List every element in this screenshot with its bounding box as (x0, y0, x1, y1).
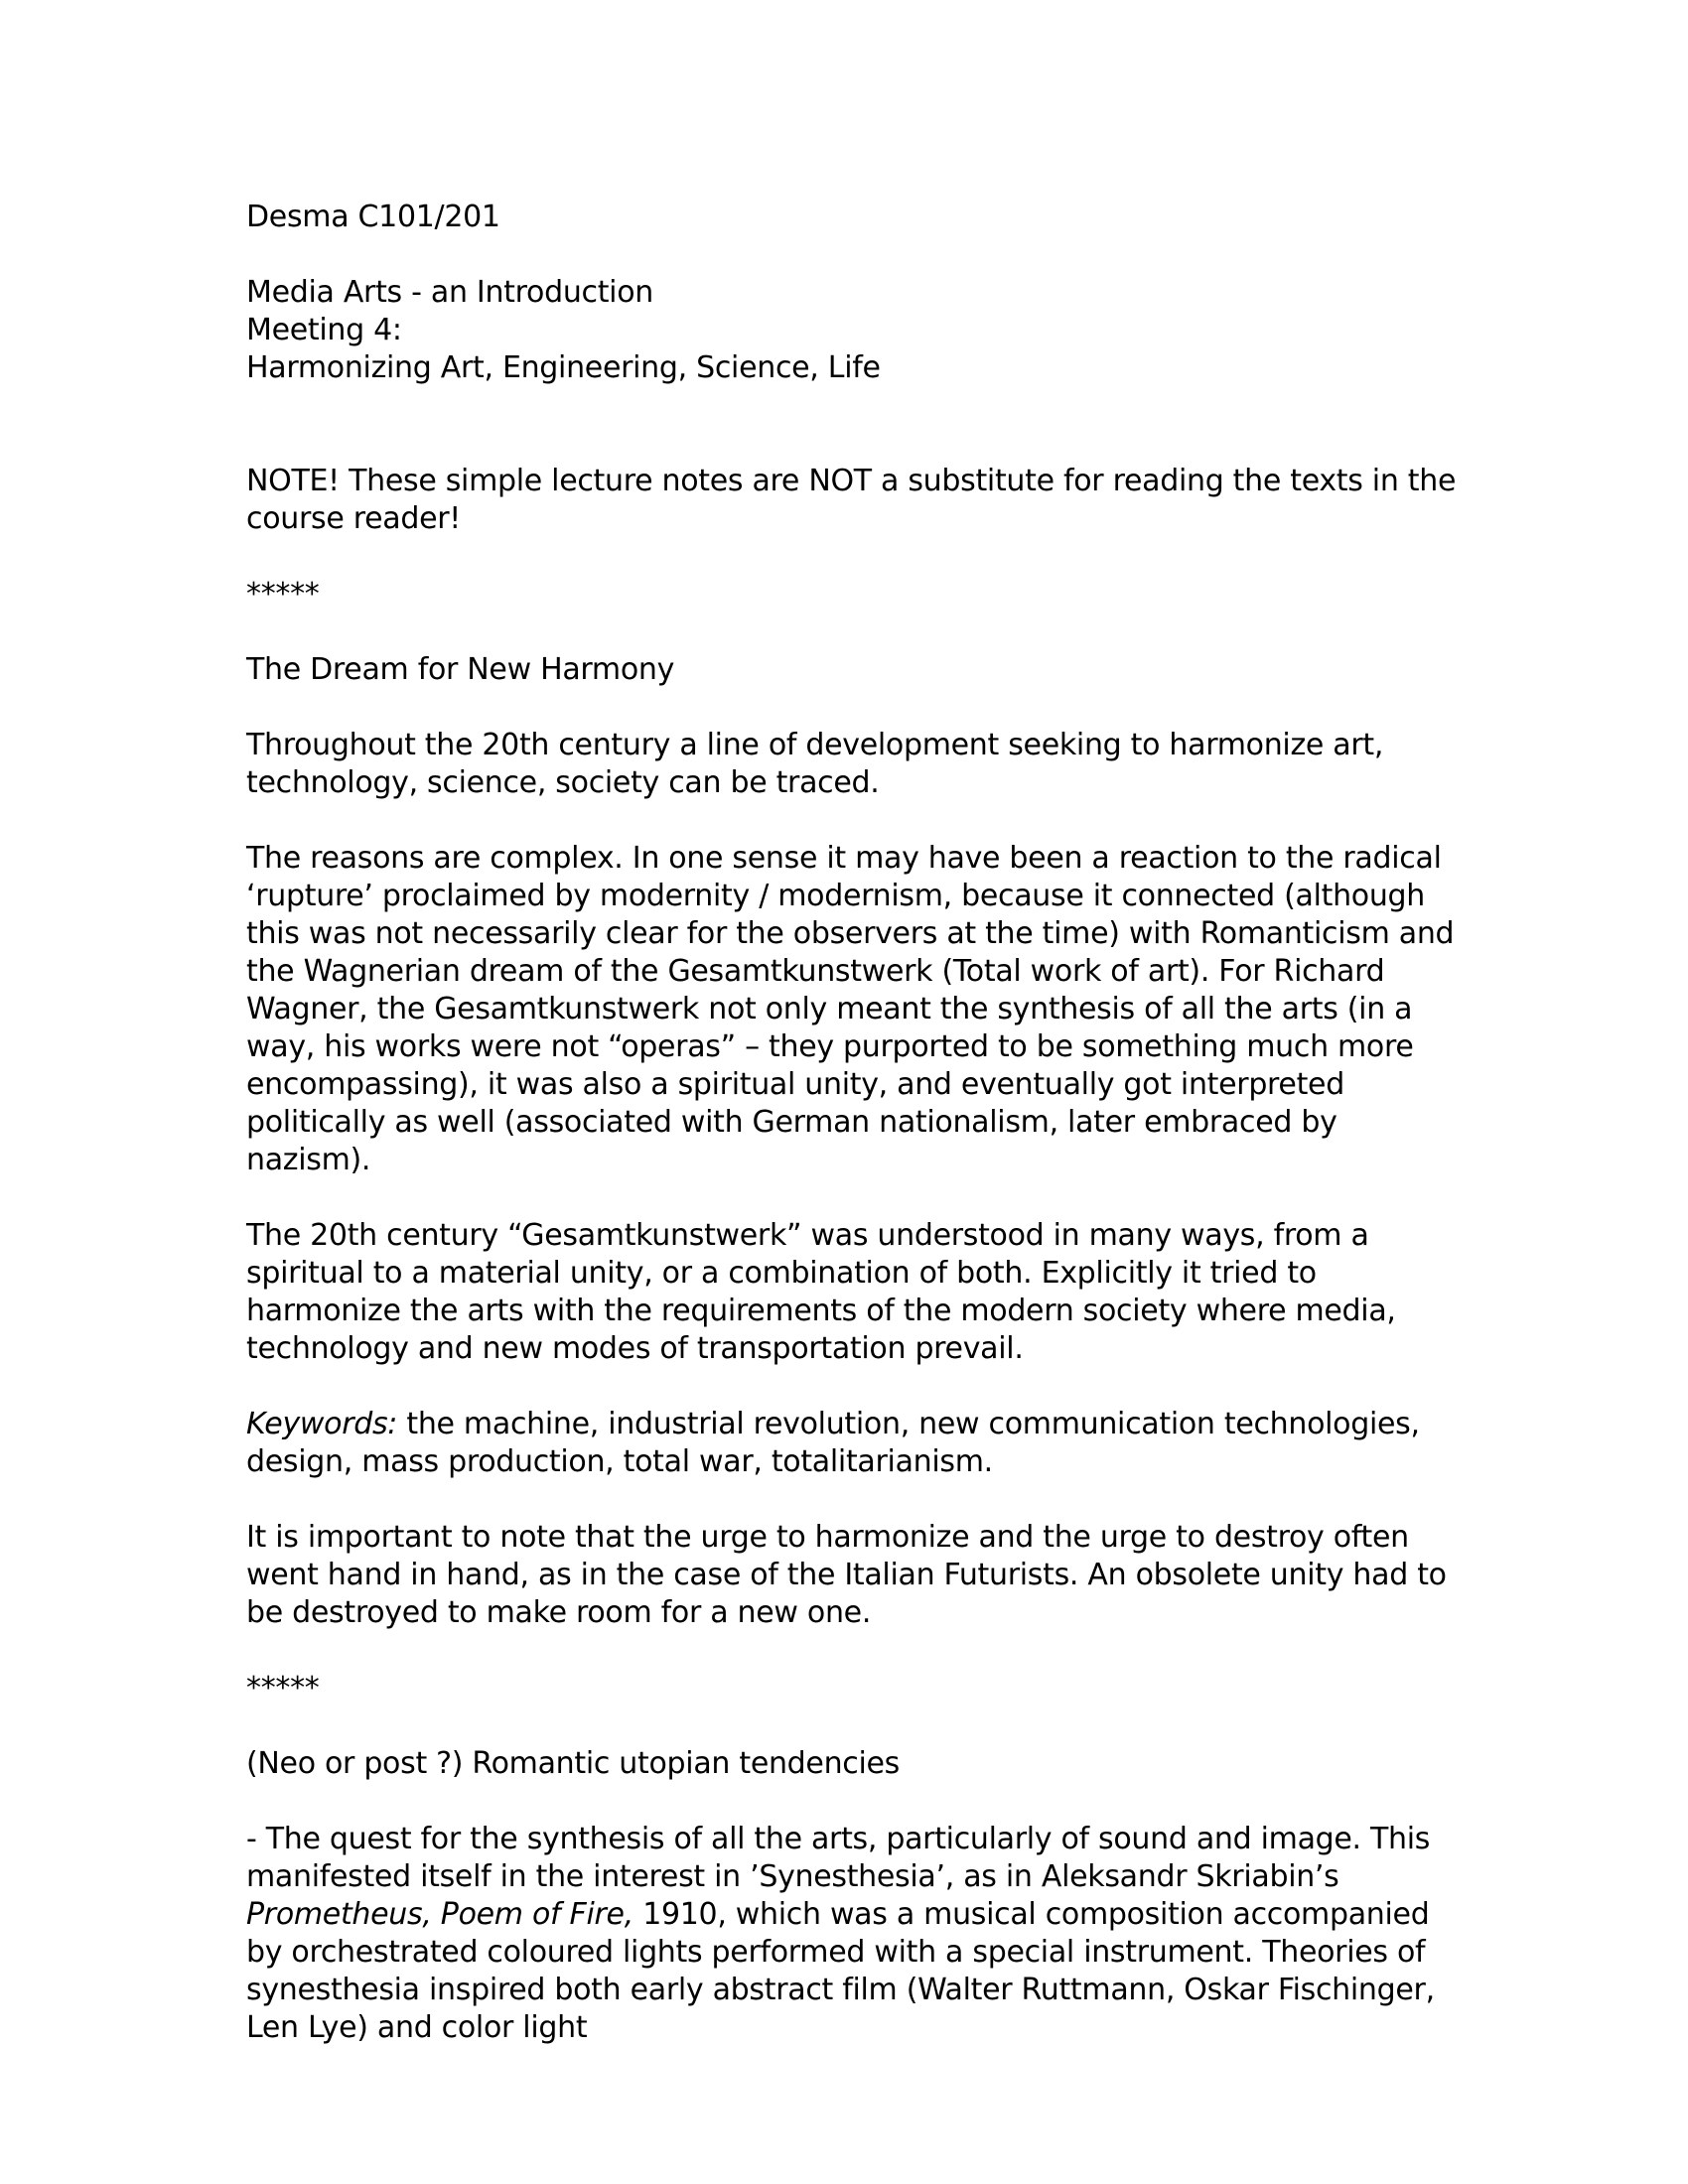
paragraph-synthesis (246, 1821, 1458, 2047)
paragraph-intro: Throughout the 20th century a line of development seeking to harmonize art, technology, science, society can be traced. (246, 728, 1384, 800)
section-heading-romantic-utopian: (Neo or post ?) Romantic utopian tendencies (246, 1746, 901, 1781)
work-title-prometheus: Prometheus, Poem of Fire, (246, 1897, 633, 1932)
course-title: Media Arts - an Introduction (246, 275, 653, 310)
meeting-title: Harmonizing Art, Engineering, Science, Life (246, 350, 881, 385)
keywords-label: Keywords: (246, 1407, 398, 1441)
paragraph-reasons: The reasons are complex. In one sense it may have been a reaction to the radical ‘rupture’ proclaimed by modernity / modernism, because it connected (although this was not necessarily clear for the observers at the time) with Romanticism and the Wagnerian dream of the Gesamtkunstwerk (Total work of art). For Richard Wagner, the Gesamtkunstwerk not only meant the synthesis of all the arts (in a way, his works were not “operas” – they purported to be something much more encompassing), it was also a spiritual unity, and eventually got interpreted politically as well (associated with German nationalism, later embraced by nazism). (246, 841, 1455, 1177)
section-separator: ***** (246, 1671, 320, 1706)
course-code: Desma C101/201 (246, 200, 500, 234)
document-body (246, 199, 1458, 2085)
synthesis-text-end: 1910, which was a musical composition accompanied by orchestrated coloured lights performed with a special instrument. Theories of synesthesia inspired both early abstract film (Walter Ruttmann, Oskar Fischinger, Len Lye) and color light (246, 1897, 1435, 2045)
meeting-number: Meeting 4: (246, 313, 402, 347)
disclaimer-note: NOTE! These simple lecture notes are NOT a substitute for reading the texts in the course reader! (246, 464, 1457, 536)
paragraph-harmonize-destroy: It is important to note that the urge to harmonize and the urge to destroy often went hand in hand, as in the case of the Italian Futurists. An obsolete unity had to be destroyed to make room for a new one. (246, 1520, 1447, 1630)
keywords-text: the machine, industrial revolution, new communication technologies, design, mass production, total war, totalitarianism. (246, 1407, 1420, 1479)
paragraph-keywords (246, 1406, 1458, 1481)
lecture-header (246, 274, 1458, 387)
section-heading-new-harmony: The Dream for New Harmony (246, 652, 675, 687)
paragraph-gesamtkunstwerk: The 20th century “Gesamtkunstwerk” was understood in many ways, from a spiritual to a material unity, or a combination of both. Explicitly it tried to harmonize the arts with the requirements of the modern society where media, technology and new modes of transportation prevail. (246, 1218, 1396, 1366)
synthesis-text-start: - The quest for the synthesis of all the arts, particularly of sound and image. This manifested itself in the interest in ’Synesthesia’, as in Aleksandr Skriabin’s (246, 1822, 1431, 1894)
section-separator: ***** (246, 577, 320, 612)
